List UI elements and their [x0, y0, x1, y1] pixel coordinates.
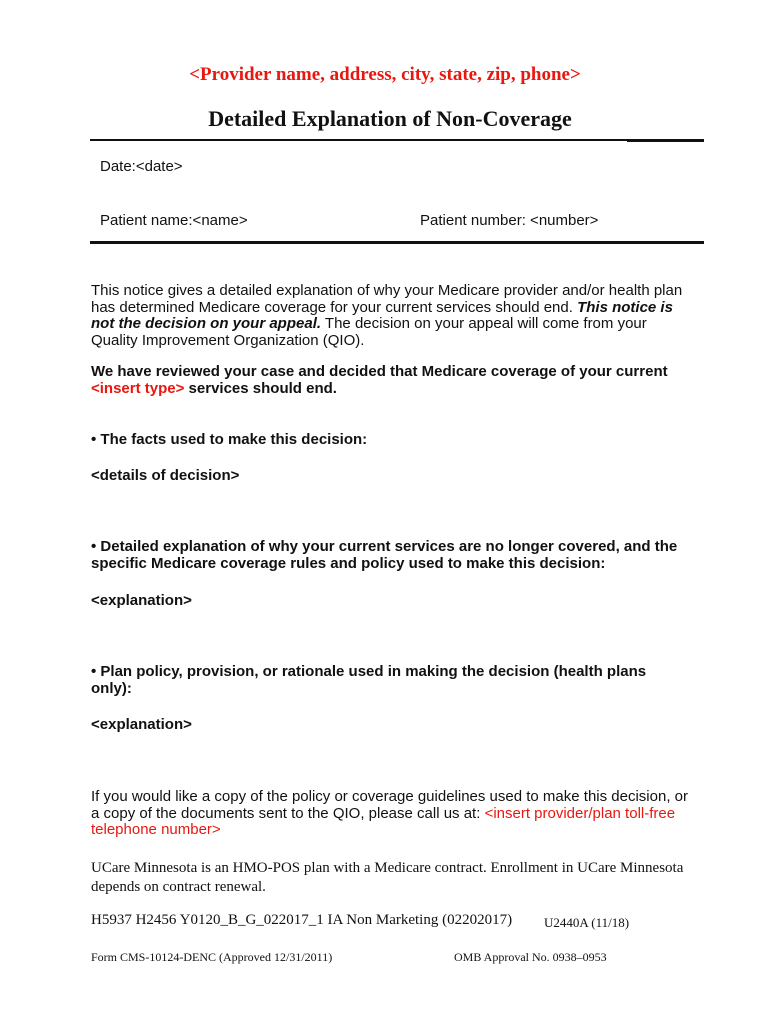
provider-placeholder: <Provider name, address, city, state, zip, phone>	[189, 64, 581, 85]
phone-placeholder: <insert provider/plan toll-free telephone number>	[91, 804, 676, 838]
section-placeholder-explanation: <explanation>	[91, 592, 192, 609]
copy-request-paragraph	[91, 789, 691, 839]
form-code: U2440A (11/18)	[544, 915, 630, 930]
section-placeholder-plan-policy: <explanation>	[91, 716, 192, 733]
insert-type-placeholder: <insert type>	[91, 379, 185, 397]
decision-text-end: services should end.	[184, 379, 337, 397]
omb-approval: OMB Approval No. 0938–0953	[454, 950, 607, 964]
title-divider-accent	[627, 139, 704, 142]
header-divider	[90, 241, 704, 244]
patient-number-field: Patient number: <number>	[420, 212, 599, 229]
title-divider	[90, 139, 704, 141]
marketing-codes: H5937 H2456 Y0120_B_G_022017_1 IA Non Marketing (02202017)	[91, 912, 513, 928]
cms-form-number: Form CMS-10124-DENC (Approved 12/31/2011)	[91, 950, 333, 964]
intro-text-end: The decision on your appeal will come from your Quality Improvement Organization (QIO).	[91, 315, 647, 349]
decision-text: We have reviewed your case and decided that Medicare coverage of your current	[91, 363, 668, 380]
section-heading-facts: • The facts used to make this decision:	[91, 431, 368, 448]
date-field: Date:<date>	[100, 158, 183, 175]
intro-emphasis: This notice is not the decision on your appeal.	[91, 298, 673, 332]
copy-request-text: If you would like a copy of the policy or coverage guidelines used to make this decision, or a copy of the documents sent to the QIO, please call us at:	[91, 788, 688, 822]
patient-name-field: Patient name:<name>	[100, 212, 248, 229]
enrollment-notice: UCare Minnesota is an HMO-POS plan with a Medicare contract. Enrollment in UCare Minnesota depends on contract renewal.	[91, 860, 684, 895]
page-title: Detailed Explanation of Non-Coverage	[208, 106, 572, 131]
intro-paragraph	[91, 283, 691, 349]
decision-statement	[91, 364, 691, 397]
section-placeholder-details: <details of decision>	[91, 467, 240, 484]
section-heading-plan-policy: • Plan policy, provision, or rationale used in making the decision (health plans only):	[91, 663, 647, 697]
section-heading-explanation: • Detailed explanation of why your current services are no longer covered, and the specific Medicare coverage rules and policy used to make this decision:	[91, 538, 678, 572]
intro-text: This notice gives a detailed explanation of why your Medicare provider and/or health plan has determined Medicare coverage for your current services should end.	[91, 282, 683, 316]
